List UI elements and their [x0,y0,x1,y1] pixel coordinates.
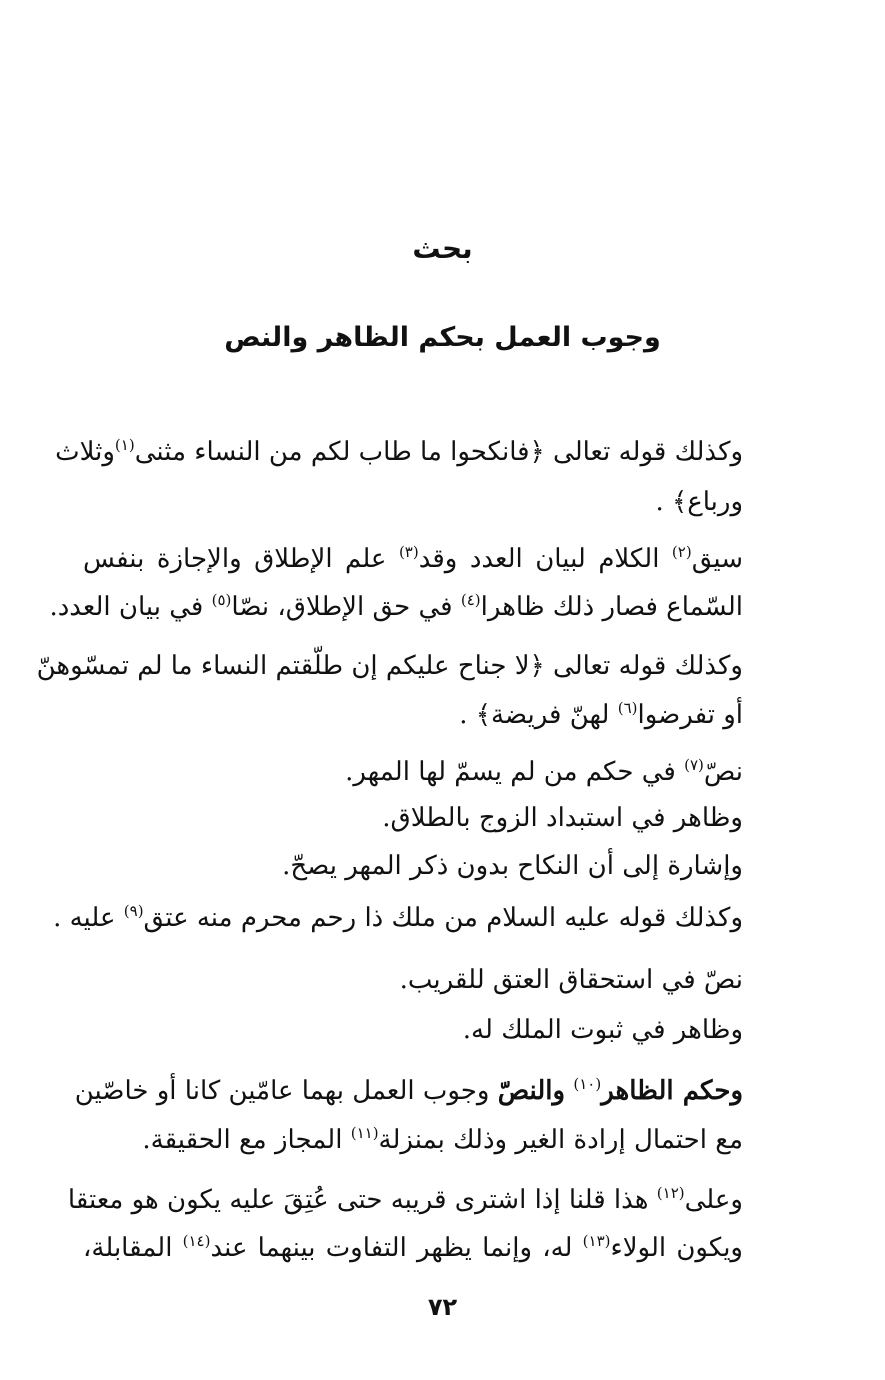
paragraph-1-line-2: ورباع﴾ . [655,487,743,517]
final-line-1 [67,1180,743,1220]
text-run: في حق الإطلاق، نصّا [231,592,453,622]
list-item: نصّ في استحقاق العتق للقريب. [399,965,743,995]
text-run: له، وإنما يظهر التفاوت بينهما عند [210,1233,573,1263]
hadith-line [53,898,743,938]
footnote-marker: (١٢) [656,1184,685,1202]
footnote-marker: (٥) [211,591,232,609]
text-run: الكلام لبيان العدد وقد [418,544,660,574]
footnote-marker: (٦) [617,699,638,717]
page-number: ٧٢ [427,1293,458,1321]
bold-term: والنصّ [497,1076,566,1106]
text-run: في حكم من لم يسمّ لها المهر. [345,757,676,787]
text-run: في بيان العدد. [49,592,204,622]
text-run: هذا قلنا إذا اشترى قريبه حتى عُتِقَ عليه يكون هو معتقا [67,1185,649,1215]
footnote-marker: (٣) [398,543,419,561]
paragraph-1-line-1 [55,432,743,472]
footnote-marker: (١١) [350,1124,379,1142]
text-run: المقابلة، [83,1233,173,1263]
list-item [345,752,743,792]
bold-term: وحكم الظاهر [601,1076,743,1106]
paragraph-3-line-2 [459,695,743,735]
final-line-2 [83,1228,743,1268]
list-item: وإشارة إلى أن النكاح بدون ذكر المهر يصحّ. [282,851,743,881]
footnote-marker: (١٠) [573,1075,602,1093]
footnote-marker: (٧) [684,756,704,774]
text-run: وعلى [684,1185,743,1215]
text-run: وثلاث [55,437,115,467]
list-item: وظاهر في ثبوت الملك له. [462,1015,743,1045]
text-run: لهنّ فريضة﴾ . [459,700,610,730]
paragraph-2-line-2 [49,587,743,627]
ruling-line-2 [142,1120,743,1160]
text-run: عليه . [53,903,116,933]
list-item: وظاهر في استبداد الزوج بالطلاق. [382,803,743,833]
section-subtitle: وجوب العمل بحكم الظاهر والنص [224,322,661,353]
text-run: وكذلك قوله تعالى ﴿فانكحوا ما طاب لكم من النساء مثنى [134,437,743,467]
footnote-marker: (٩) [123,902,144,920]
footnote-marker: (٢) [671,543,692,561]
section-heading: بحث [412,232,473,265]
text-run: السّماع فصار ذلك ظاهرا [480,592,743,622]
footnote-marker: (١٣) [582,1232,611,1250]
text-run: علم الإطلاق والإجازة بنفس [83,544,387,574]
text-run: المجاز مع الحقيقة. [142,1125,343,1155]
paragraph-3-line-1: وكذلك قوله تعالى ﴿لا جناح عليكم إن طلّقتم النساء ما لم تمسّوهنّ [36,651,743,681]
paragraph-2-line-1 [83,539,743,579]
text-run: نصّ [703,757,743,787]
footnote-marker: (١) [114,436,135,454]
ruling-line-1 [74,1071,743,1111]
text-run: وكذلك قوله عليه السلام من ملك ذا رحم محرم منه عتق [143,903,743,933]
text-run: وجوب العمل بهما عامّين كانا أو خاصّين [74,1076,490,1106]
text-run: مع احتمال إرادة الغير وذلك بمنزلة [378,1125,743,1155]
footnote-marker: (٤) [460,591,481,609]
text-run: أو تفرضوا [637,700,743,730]
footnote-marker: (١٤) [182,1232,211,1250]
text-run: سيق [691,544,744,574]
text-run: ويكون الولاء [610,1233,743,1263]
